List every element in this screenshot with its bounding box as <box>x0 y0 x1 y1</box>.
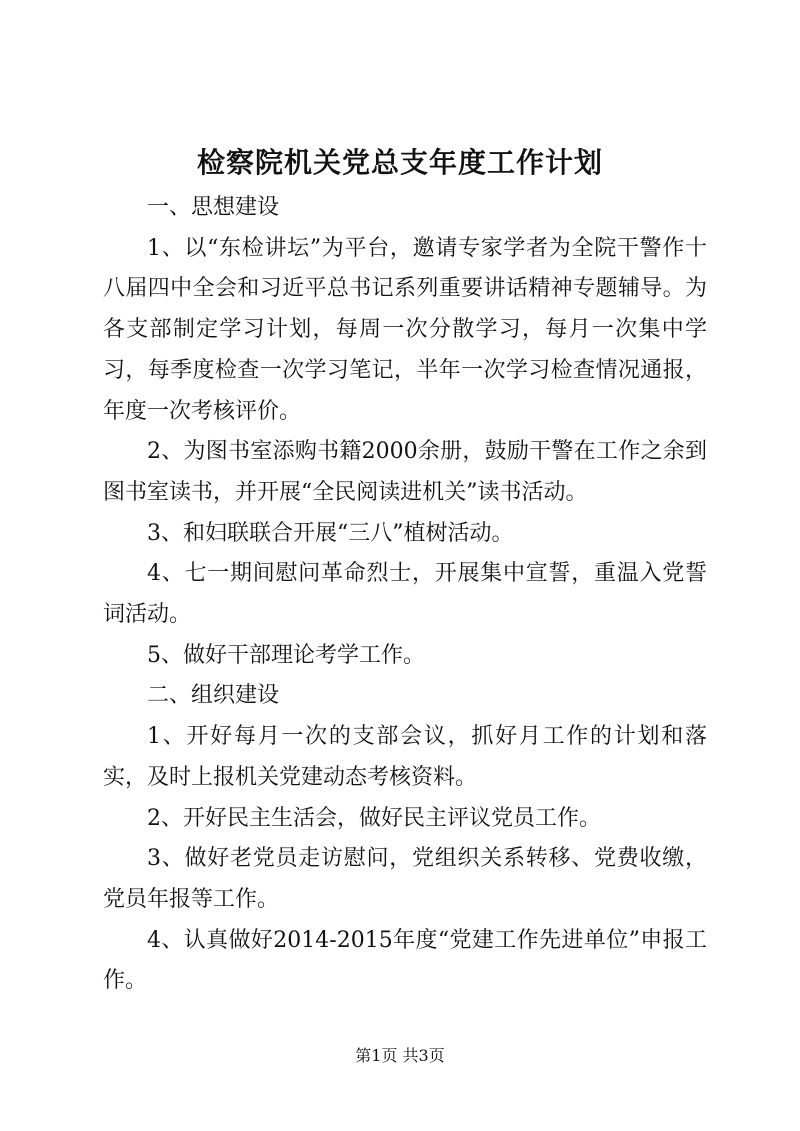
section-heading: 二、组织建设 <box>147 683 280 709</box>
paragraph: 2、开好民主生活会，做好民主评议党员工作。 <box>147 805 601 831</box>
section-heading: 一、思想建设 <box>147 195 280 220</box>
paragraph: 2、为图书室添购书籍2000余册，鼓励干警在工作之余到图书室读书，并开展“全民阅读进机关”读书活动。 <box>103 439 707 505</box>
document-title: 检察院机关党总支年度工作计划 <box>196 146 603 179</box>
paragraph: 3、做好老党员走访慰问，党组织关系转移、党费收缴，党员年报等工作。 <box>103 846 707 912</box>
paragraph: 1、以“东检讲坛”为平台，邀请专家学者为全院干警作十八届四中全会和习近平总书记系列重要讲话精神专题辅导。为各支部制定学习计划，每周一次分散学习，每月一次集中学习，每季度检查一次学习笔记，半年一次学习检查情况通报，年度一次考核评价。 <box>103 235 707 424</box>
paragraph: 4、认真做好2014-2015年度“党建工作先进单位”申报工作。 <box>103 927 707 994</box>
paragraph: 3、和妇联联合开展“三八”植树活动。 <box>147 520 514 546</box>
paragraph: 1、开好每月一次的支部会议，抓好月工作的计划和落实，及时上报机关党建动态考核资料。 <box>103 724 707 790</box>
paragraph: 4、七一期间慰问革命烈士，开展集中宣誓，重温入党誓词活动。 <box>103 561 707 628</box>
paragraph: 5、做好干部理论考学工作。 <box>147 642 425 668</box>
document-body <box>103 188 707 1002</box>
page-number-footer: 第1页 共3页 <box>355 1046 445 1065</box>
